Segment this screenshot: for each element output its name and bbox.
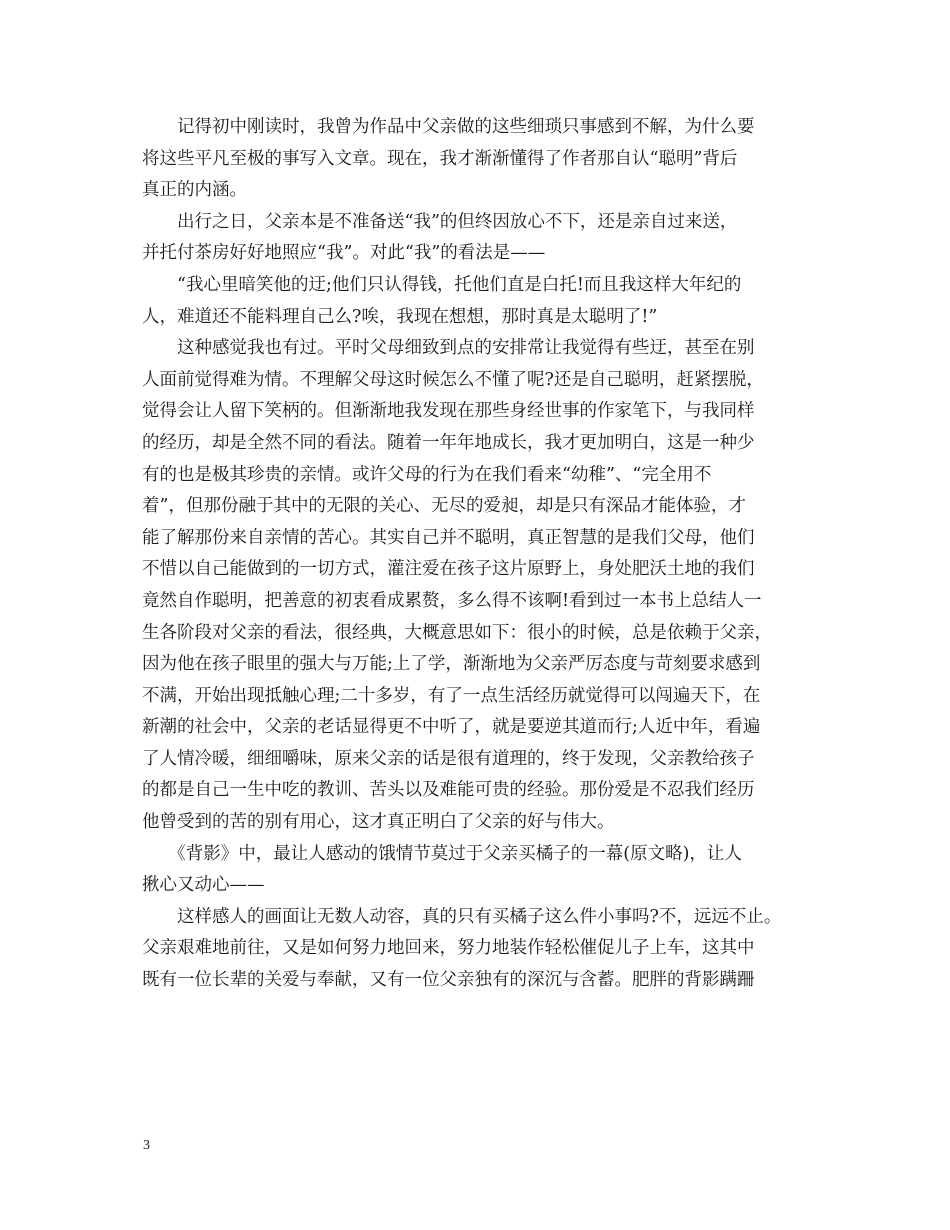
text-line: 既有一位长辈的关爱与奉献，又有一位父亲独有的深沉与含蓄。肥胖的背影蹒跚 xyxy=(142,970,755,991)
text-line: 生各阶段对父亲的看法，很经典，大概意思如下：很小的时候，总是依赖于父亲， xyxy=(142,622,772,643)
body-text xyxy=(142,112,822,997)
text-line: 记得初中刚读时，我曾为作品中父亲做的这些细琐只事感到不解，为什么要 xyxy=(142,117,755,137)
text-line: “我心里暗笑他的迂;他们只认得钱，托他们直是白托!而且我这样大年纪的 xyxy=(142,274,742,295)
text-line: 人面前觉得难为情。不理解父母这时候怎么不懂了呢?还是自己聪明，赶紧摆脱， xyxy=(142,369,764,390)
text-line: 父亲艰难地前往，又是如何努力地回来，努力地装作轻松催促儿子上车，这其中 xyxy=(142,938,755,959)
text-line: 因为他在孩子眼里的强大与万能;上了学，渐渐地为父亲严厉态度与苛刻要求感到 xyxy=(142,654,761,675)
text-line: 觉得会让人留下笑柄的。但渐渐地我发现在那些身经世事的作家笔下，与我同样 xyxy=(142,401,755,422)
text-line: 他曾受到的苦的别有用心，这才真正明白了父亲的好与伟大。 xyxy=(142,812,615,833)
text-line: 出行之日，父亲本是不准备送“我”的但终因放心不下，还是亲自过来送， xyxy=(142,211,738,232)
text-line: 竟然自作聪明，把善意的初衷看成累赘，多么得不该啊!看到过一本书上总结人一 xyxy=(142,590,762,611)
text-line: 揪心又动心—— xyxy=(142,875,265,896)
text-line: 这种感觉我也有过。平时父母细致到点的安排常让我觉得有些迂，甚至在别 xyxy=(142,338,755,359)
text-line: 了人情冷暖，细细嚼味，原来父亲的话是很有道理的，终于发现，父亲教给孩子 xyxy=(142,748,755,769)
text-line: 的都是自己一生中吃的教训、苦头以及难能可贵的经验。那份爱是不忍我们经历 xyxy=(142,780,755,801)
text-line: 《背影》中，最让人感动的饿情节莫过于父亲买橘子的一幕(原文略)，让人 xyxy=(142,843,742,864)
text-line: 真正的内涵。 xyxy=(142,180,247,201)
page-number: 3 xyxy=(143,1138,150,1153)
text-line: 新潮的社会中，父亲的老话显得更不中听了，就是要逆其道而行;人近中年，看遍 xyxy=(142,717,761,738)
text-line: 不惜以自己能做到的一切方式，灌注爱在孩子这片原野上，身处肥沃土地的我们 xyxy=(142,559,755,580)
text-line: 有的也是极其珍贵的亲情。或许父母的行为在我们看来“幼稚”、“完全用不 xyxy=(142,464,712,485)
text-line: 这样感人的画面让无数人动容，真的只有买橘子这么件小事吗?不，远远不止。 xyxy=(142,906,782,927)
text-line: 着”，但那份融于其中的无限的关心、无尽的爱昶，却是只有深品才能体验，才 xyxy=(142,496,746,517)
text-line: 并托付茶房好好地照应“我”。对此“我”的看法是—— xyxy=(142,243,546,264)
text-line: 的经历，却是全然不同的看法。随着一年年地成长，我才更加明白，这是一种少 xyxy=(142,432,755,453)
text-line: 不满，开始出现抵触心理;二十多岁，有了一点生活经历就觉得可以闯遍天下，在 xyxy=(142,685,761,706)
text-line: 能了解那份来自亲情的苦心。其实自己并不聪明，真正智慧的是我们父母，他们 xyxy=(142,527,755,548)
text-line: 人，难道还不能料理自己么?唉，我现在想想，那时真是太聪明了!” xyxy=(142,306,658,327)
text-line: 将这些平凡至极的事写入文章。现在，我才渐渐懂得了作者那自认“聪明”背后 xyxy=(142,148,738,169)
